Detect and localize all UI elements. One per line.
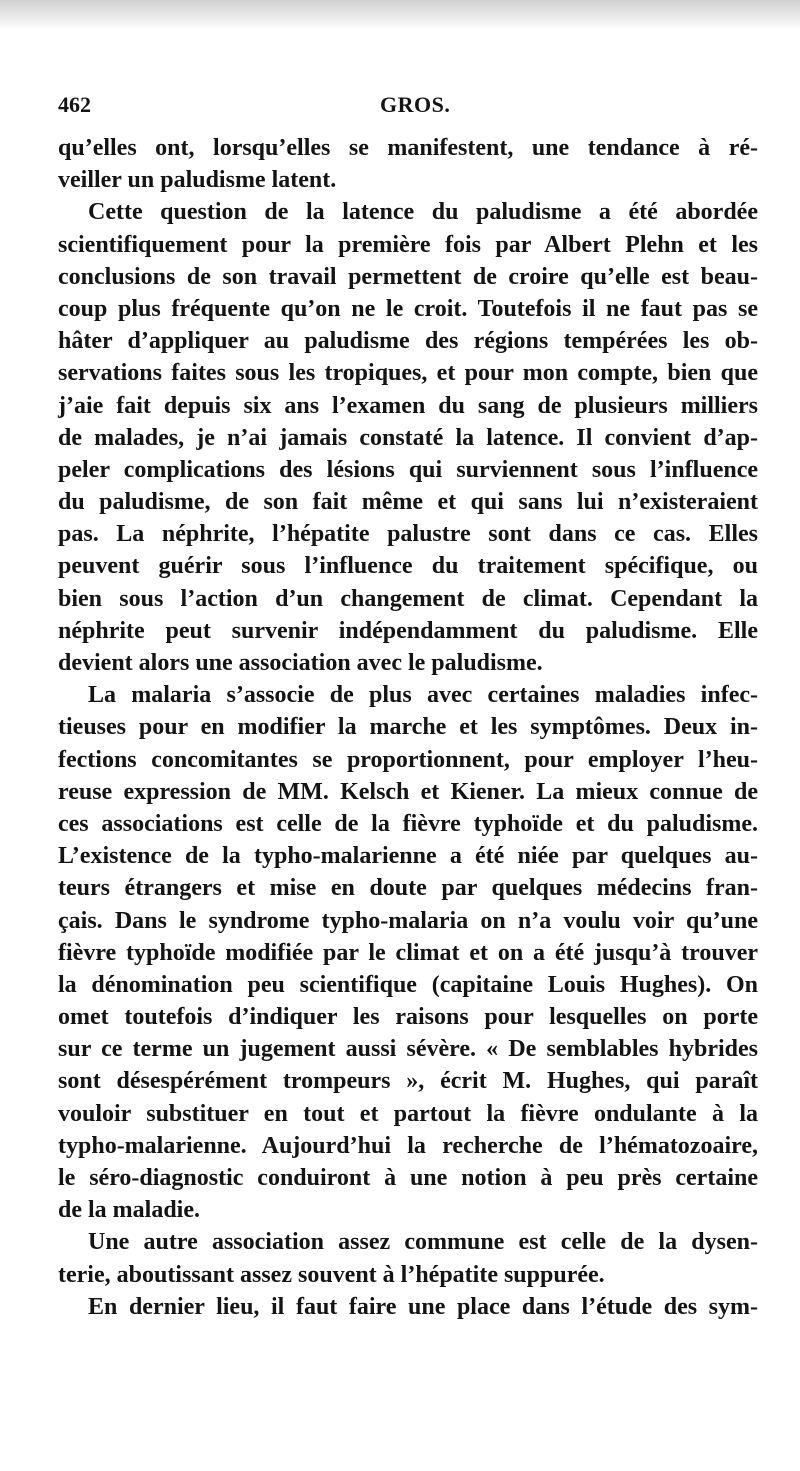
text-line: Cette question de la latence du paludisme a été abordée (88, 199, 758, 226)
text-line: pas. La néphrite, l’hépatite palustre sont dans ce cas. Elles (58, 521, 758, 548)
text-line: tieuses pour en modifier la marche et les symptômes. Deux in- (58, 714, 758, 741)
text-line: ces associations est celle de la fièvre typhoïde et du paludisme. (58, 810, 758, 837)
text-line: çais. Dans le syndrome typho-malaria on n’a voulu voir qu’une (58, 907, 758, 934)
page-number: 462 (58, 92, 91, 117)
text-line: conclusions de son travail permettent de croire qu’elle est beau- (58, 263, 758, 290)
text-line: coup plus fréquente qu’on ne le croit. Toutefois il ne faut pas se (58, 295, 758, 322)
text-line: terie, aboutissant assez souvent à l’hépatite suppurée. (58, 1261, 605, 1288)
text-line: La malaria s’associe de plus avec certaines maladies infec- (88, 682, 758, 709)
text-line: L’existence de la typho-malarienne a été niée par quelques au- (58, 843, 758, 870)
text-line: du paludisme, de son fait même et qui sans lui n’existeraient (58, 489, 758, 516)
text-line: de malades, je n’ai jamais constaté la latence. Il convient d’ap- (58, 424, 758, 451)
text-line: En dernier lieu, il faut faire une place dans l’étude des sym- (88, 1293, 758, 1320)
text-line: la dénomination peu scientifique (capitaine Louis Hughes). On (58, 971, 758, 998)
text-line: fièvre typhoïde modifiée par le climat et on a été jusqu’à trouver (58, 939, 758, 966)
text-line: servations faites sous les tropiques, et pour mon compte, bien que (58, 360, 758, 387)
text-line: qu’elles ont, lorsqu’elles se manifestent, une tendance à ré- (58, 135, 758, 161)
text-line: le séro-diagnostic conduiront à une notion à peu près certaine (58, 1165, 758, 1191)
text-line: sont désespérément trompeurs », écrit M. Hughes, qui paraît (58, 1068, 758, 1095)
text-line: peuvent guérir sous l’influence du traitement spécifique, ou (58, 553, 758, 580)
text-line: veiller un paludisme latent. (58, 167, 337, 194)
text-line: omet toutefois d’indiquer les raisons pour lesquelles on porte (58, 1004, 758, 1031)
page-stain (0, 0, 800, 30)
text-line: reuse expression de MM. Kelsch et Kiener. La mieux connue de (58, 778, 758, 805)
text-line: vouloir substituer en tout et partout la fièvre ondulante à la (58, 1100, 758, 1127)
body-text (58, 132, 758, 1323)
text-line: j’aie fait depuis six ans l’examen du sang de plusieurs milliers (58, 392, 758, 419)
text-line: scientifiquement pour la première fois par Albert Plehn et les (58, 231, 758, 258)
text-line: devient alors une association avec le paludisme. (58, 650, 543, 676)
text-line: de la maladie. (58, 1197, 200, 1224)
text-line: teurs étrangers et mise en doute par quelques médecins fran- (58, 875, 758, 902)
page-header (58, 88, 758, 122)
text-line: néphrite peut survenir indépendamment du paludisme. Elle (58, 617, 758, 644)
text-line: fections concomitantes se proportionnent, pour employer l’heu- (58, 746, 758, 773)
text-line: bien sous l’action d’un changement de climat. Cependant la (58, 585, 758, 612)
running-title: GROS. (380, 92, 451, 117)
text-line: hâter d’appliquer au paludisme des régions tempérées les ob- (58, 328, 758, 355)
text-line: sur ce terme un jugement aussi sévère. « De semblables hybrides (58, 1036, 758, 1063)
text-line: Une autre association assez commune est celle de la dysen- (88, 1229, 758, 1256)
text-line: peler complications des lésions qui surviennent sous l’influence (58, 456, 758, 483)
text-line: typho-malarienne. Aujourd’hui la recherche de l’hématozoaire, (58, 1132, 758, 1159)
